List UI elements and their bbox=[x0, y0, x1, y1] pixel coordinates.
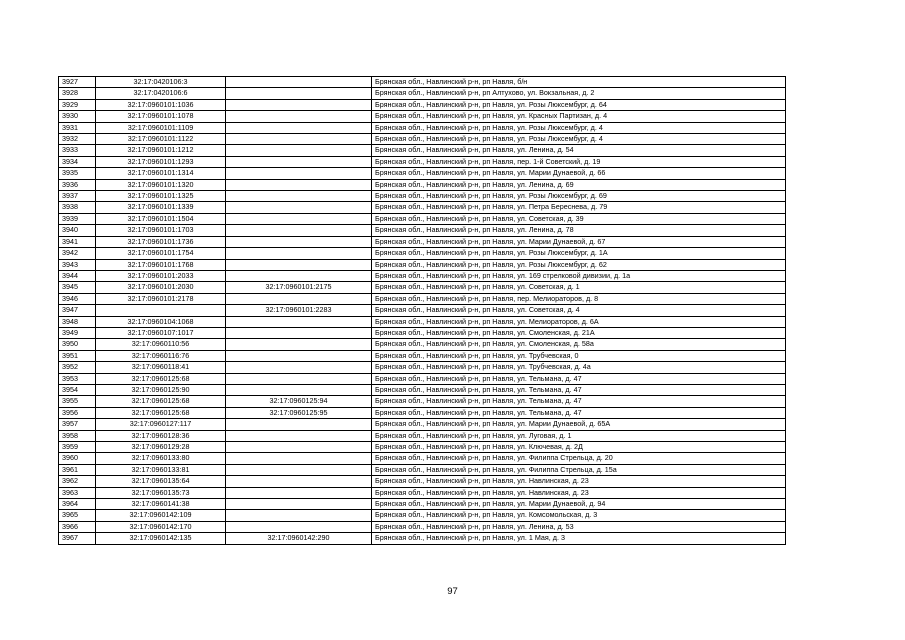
cadastral-number-cell: 32:17:0960142:109 bbox=[96, 510, 226, 521]
table-row bbox=[59, 88, 786, 99]
table-row bbox=[59, 487, 786, 498]
table-row bbox=[59, 407, 786, 418]
row-number-cell: 3955 bbox=[59, 396, 96, 407]
table-row bbox=[59, 156, 786, 167]
address-cell: Брянская обл., Навлинский р-н, рп Навля, ул. Ключевая, д. 2Д bbox=[372, 442, 786, 453]
cadastral-number-cell: 32:17:0960104:1068 bbox=[96, 316, 226, 327]
row-number-cell: 3959 bbox=[59, 442, 96, 453]
address-cell: Брянская обл., Навлинский р-н, рп Навля, ул. Смоленская, д. 58а bbox=[372, 339, 786, 350]
address-cell: Брянская обл., Навлинский р-н, рп Навля, ул. Марии Дунаевой, д. 67 bbox=[372, 236, 786, 247]
cadastral-number-cell: 32:17:0960101:1036 bbox=[96, 99, 226, 110]
related-cadastral-number-cell bbox=[226, 134, 372, 145]
related-cadastral-number-cell bbox=[226, 259, 372, 270]
row-number-cell: 3934 bbox=[59, 156, 96, 167]
related-cadastral-number-cell bbox=[226, 111, 372, 122]
related-cadastral-number-cell bbox=[226, 88, 372, 99]
address-cell: Брянская обл., Навлинский р-н, рп Навля, ул. Тельмана, д. 47 bbox=[372, 373, 786, 384]
related-cadastral-number-cell bbox=[226, 248, 372, 259]
table-row bbox=[59, 293, 786, 304]
row-number-cell: 3965 bbox=[59, 510, 96, 521]
related-cadastral-number-cell bbox=[226, 464, 372, 475]
cadastral-number-cell: 32:17:0960128:36 bbox=[96, 430, 226, 441]
table-row bbox=[59, 122, 786, 133]
row-number-cell: 3961 bbox=[59, 464, 96, 475]
table-row bbox=[59, 259, 786, 270]
cadastral-number-cell: 32:17:0960101:1078 bbox=[96, 111, 226, 122]
address-cell: Брянская обл., Навлинский р-н, рп Навля, ул. Красных Партизан, д. 4 bbox=[372, 111, 786, 122]
address-cell: Брянская обл., Навлинский р-н, рп Навля, ул. Филиппа Стрельца, д. 15а bbox=[372, 464, 786, 475]
address-cell: Брянская обл., Навлинский р-н, рп Навля, ул. Тельмана, д. 47 bbox=[372, 384, 786, 395]
address-cell: Брянская обл., Навлинский р-н, рп Навля, пер. Мелиораторов, д. 8 bbox=[372, 293, 786, 304]
row-number-cell: 3957 bbox=[59, 419, 96, 430]
related-cadastral-number-cell bbox=[226, 350, 372, 361]
address-cell: Брянская обл., Навлинский р-н, рп Навля, ул. Ленина, д. 69 bbox=[372, 179, 786, 190]
table-row bbox=[59, 168, 786, 179]
address-cell: Брянская обл., Навлинский р-н, рп Навля, ул. Петра Береснева, д. 79 bbox=[372, 202, 786, 213]
address-cell: Брянская обл., Навлинский р-н, рп Навля, ул. Марии Дунаевой, д. 66 bbox=[372, 168, 786, 179]
row-number-cell: 3952 bbox=[59, 362, 96, 373]
related-cadastral-number-cell bbox=[226, 430, 372, 441]
cadastral-number-cell: 32:17:0960101:2178 bbox=[96, 293, 226, 304]
row-number-cell: 3940 bbox=[59, 225, 96, 236]
cadastral-number-cell: 32:17:0960101:1314 bbox=[96, 168, 226, 179]
address-cell: Брянская обл., Навлинский р-н, рп Навля, ул. Ленина, д. 78 bbox=[372, 225, 786, 236]
cadastral-number-cell: 32:17:0960125:68 bbox=[96, 407, 226, 418]
address-cell: Брянская обл., Навлинский р-н, рп Навля, ул. Советская, д. 1 bbox=[372, 282, 786, 293]
related-cadastral-number-cell: 32:17:0960142:290 bbox=[226, 533, 372, 544]
related-cadastral-number-cell bbox=[226, 156, 372, 167]
row-number-cell: 3939 bbox=[59, 213, 96, 224]
address-cell: Брянская обл., Навлинский р-н, рп Навля, ул. Советская, д. 39 bbox=[372, 213, 786, 224]
page-number: 97 bbox=[447, 586, 458, 597]
related-cadastral-number-cell bbox=[226, 476, 372, 487]
table-row bbox=[59, 225, 786, 236]
row-number-cell: 3950 bbox=[59, 339, 96, 350]
address-cell: Брянская обл., Навлинский р-н, рп Навля, ул. 169 стрелковой дивизии, д. 1а bbox=[372, 270, 786, 281]
cadastral-number-cell: 32:17:0960135:73 bbox=[96, 487, 226, 498]
table-row bbox=[59, 476, 786, 487]
related-cadastral-number-cell: 32:17:0960125:94 bbox=[226, 396, 372, 407]
table-row bbox=[59, 282, 786, 293]
address-cell: Брянская обл., Навлинский р-н, рп Навля, ул. Ленина, д. 53 bbox=[372, 521, 786, 532]
cadastral-number-cell: 32:17:0960135:64 bbox=[96, 476, 226, 487]
address-cell: Брянская обл., Навлинский р-н, рп Навля, ул. Луговая, д. 1 bbox=[372, 430, 786, 441]
address-cell: Брянская обл., Навлинский р-н, рп Навля, ул. Марии Дунаевой, д. 94 bbox=[372, 499, 786, 510]
address-cell: Брянская обл., Навлинский р-н, рп Навля, ул. Розы Люксембург, д. 62 bbox=[372, 259, 786, 270]
row-number-cell: 3946 bbox=[59, 293, 96, 304]
cadastral-number-cell: 32:17:0960133:80 bbox=[96, 453, 226, 464]
cadastral-number-cell: 32:17:0960116:76 bbox=[96, 350, 226, 361]
related-cadastral-number-cell bbox=[226, 293, 372, 304]
cadastral-number-cell: 32:17:0960101:1320 bbox=[96, 179, 226, 190]
row-number-cell: 3931 bbox=[59, 122, 96, 133]
row-number-cell: 3962 bbox=[59, 476, 96, 487]
cadastral-number-cell: 32:17:0960101:1122 bbox=[96, 134, 226, 145]
address-cell: Брянская обл., Навлинский р-н, рп Навля, ул. Смоленская, д. 21А bbox=[372, 327, 786, 338]
table-row bbox=[59, 396, 786, 407]
address-cell: Брянская обл., Навлинский р-н, рп Навля, ул. 1 Мая, д. 3 bbox=[372, 533, 786, 544]
related-cadastral-number-cell bbox=[226, 270, 372, 281]
row-number-cell: 3941 bbox=[59, 236, 96, 247]
table-row bbox=[59, 373, 786, 384]
cadastral-number-cell: 32:17:0960101:1325 bbox=[96, 191, 226, 202]
cadastral-number-cell: 32:17:0960101:1339 bbox=[96, 202, 226, 213]
related-cadastral-number-cell bbox=[226, 191, 372, 202]
row-number-cell: 3964 bbox=[59, 499, 96, 510]
related-cadastral-number-cell bbox=[226, 99, 372, 110]
table-body bbox=[59, 77, 786, 545]
related-cadastral-number-cell bbox=[226, 442, 372, 453]
cadastral-number-cell: 32:17:0960110:56 bbox=[96, 339, 226, 350]
address-cell: Брянская обл., Навлинский р-н, рп Навля, ул. Навлинская, д. 23 bbox=[372, 476, 786, 487]
cadastral-number-cell: 32:17:0960107:1017 bbox=[96, 327, 226, 338]
table-row bbox=[59, 134, 786, 145]
row-number-cell: 3960 bbox=[59, 453, 96, 464]
related-cadastral-number-cell: 32:17:0960101:2283 bbox=[226, 305, 372, 316]
address-cell: Брянская обл., Навлинский р-н, рп Навля, ул. Розы Люксембург, д. 4 bbox=[372, 122, 786, 133]
related-cadastral-number-cell bbox=[226, 122, 372, 133]
table-row bbox=[59, 510, 786, 521]
row-number-cell: 3927 bbox=[59, 77, 96, 88]
related-cadastral-number-cell bbox=[226, 316, 372, 327]
row-number-cell: 3958 bbox=[59, 430, 96, 441]
row-number-cell: 3948 bbox=[59, 316, 96, 327]
table-row bbox=[59, 339, 786, 350]
table-row bbox=[59, 236, 786, 247]
row-number-cell: 3951 bbox=[59, 350, 96, 361]
table-row bbox=[59, 316, 786, 327]
table-row bbox=[59, 111, 786, 122]
table-row bbox=[59, 179, 786, 190]
row-number-cell: 3967 bbox=[59, 533, 96, 544]
address-cell: Брянская обл., Навлинский р-н, рп Навля, ул. Трубчевская, д. 4а bbox=[372, 362, 786, 373]
table-row bbox=[59, 453, 786, 464]
table-row bbox=[59, 521, 786, 532]
related-cadastral-number-cell bbox=[226, 373, 372, 384]
row-number-cell: 3938 bbox=[59, 202, 96, 213]
table-row bbox=[59, 213, 786, 224]
related-cadastral-number-cell bbox=[226, 487, 372, 498]
cadastral-number-cell: 32:17:0960101:2033 bbox=[96, 270, 226, 281]
table-row bbox=[59, 533, 786, 544]
cadastral-number-cell: 32:17:0420106:6 bbox=[96, 88, 226, 99]
related-cadastral-number-cell bbox=[226, 453, 372, 464]
address-cell: Брянская обл., Навлинский р-н, рп Навля, ул. Ленина, д. 54 bbox=[372, 145, 786, 156]
related-cadastral-number-cell bbox=[226, 236, 372, 247]
address-cell: Брянская обл., Навлинский р-н, рп Навля, ул. Марии Дунаевой, д. 65А bbox=[372, 419, 786, 430]
cadastral-number-cell: 32:17:0960127:117 bbox=[96, 419, 226, 430]
row-number-cell: 3943 bbox=[59, 259, 96, 270]
related-cadastral-number-cell bbox=[226, 168, 372, 179]
row-number-cell: 3949 bbox=[59, 327, 96, 338]
cadastral-number-cell: 32:17:0960101:1212 bbox=[96, 145, 226, 156]
cadastral-number-cell: 32:17:0960125:68 bbox=[96, 396, 226, 407]
address-cell: Брянская обл., Навлинский р-н, рп Навля, пер. 1-й Советский, д. 19 bbox=[372, 156, 786, 167]
cadastral-number-cell: 32:17:0960101:1703 bbox=[96, 225, 226, 236]
address-cell: Брянская обл., Навлинский р-н, рп Навля, ул. Комсомольская, д. 3 bbox=[372, 510, 786, 521]
related-cadastral-number-cell bbox=[226, 77, 372, 88]
cadastral-number-cell: 32:17:0960141:38 bbox=[96, 499, 226, 510]
related-cadastral-number-cell bbox=[226, 339, 372, 350]
row-number-cell: 3945 bbox=[59, 282, 96, 293]
related-cadastral-number-cell: 32:17:0960125:95 bbox=[226, 407, 372, 418]
row-number-cell: 3933 bbox=[59, 145, 96, 156]
address-cell: Брянская обл., Навлинский р-н, рп Навля, ул. Навлинская, д. 23 bbox=[372, 487, 786, 498]
property-table bbox=[58, 76, 786, 545]
related-cadastral-number-cell bbox=[226, 510, 372, 521]
cadastral-number-cell: 32:17:0960118:41 bbox=[96, 362, 226, 373]
cadastral-number-cell: 32:17:0960142:170 bbox=[96, 521, 226, 532]
cadastral-number-cell: 32:17:0960101:1768 bbox=[96, 259, 226, 270]
table-row bbox=[59, 145, 786, 156]
cadastral-number-cell: 32:17:0960101:1293 bbox=[96, 156, 226, 167]
related-cadastral-number-cell bbox=[226, 145, 372, 156]
table-row bbox=[59, 464, 786, 475]
related-cadastral-number-cell bbox=[226, 499, 372, 510]
row-number-cell: 3963 bbox=[59, 487, 96, 498]
cadastral-number-cell: 32:17:0960125:68 bbox=[96, 373, 226, 384]
address-cell: Брянская обл., Навлинский р-н, рп Навля, ул. Мелиораторов, д. 6А bbox=[372, 316, 786, 327]
cadastral-number-cell: 32:17:0960101:1504 bbox=[96, 213, 226, 224]
address-cell: Брянская обл., Навлинский р-н, рп Навля, ул. Филиппа Стрельца, д. 20 bbox=[372, 453, 786, 464]
address-cell: Брянская обл., Навлинский р-н, рп Навля, ул. Розы Люксембург, д. 1А bbox=[372, 248, 786, 259]
table-row bbox=[59, 419, 786, 430]
cadastral-number-cell: 32:17:0420106:3 bbox=[96, 77, 226, 88]
cadastral-number-cell: 32:17:0960133:81 bbox=[96, 464, 226, 475]
address-cell: Брянская обл., Навлинский р-н, рп Навля, б/н bbox=[372, 77, 786, 88]
address-cell: Брянская обл., Навлинский р-н, рп Навля, ул. Розы Люксембург, д. 69 bbox=[372, 191, 786, 202]
row-number-cell: 3956 bbox=[59, 407, 96, 418]
address-cell: Брянская обл., Навлинский р-н, рп Навля, ул. Трубчевская, 0 bbox=[372, 350, 786, 361]
row-number-cell: 3935 bbox=[59, 168, 96, 179]
table-row bbox=[59, 99, 786, 110]
related-cadastral-number-cell: 32:17:0960101:2175 bbox=[226, 282, 372, 293]
cadastral-number-cell: 32:17:0960101:1736 bbox=[96, 236, 226, 247]
related-cadastral-number-cell bbox=[226, 179, 372, 190]
address-cell: Брянская обл., Навлинский р-н, рп Навля, ул. Тельмана, д. 47 bbox=[372, 407, 786, 418]
cadastral-number-cell: 32:17:0960101:2030 bbox=[96, 282, 226, 293]
cadastral-number-cell: 32:17:0960101:1754 bbox=[96, 248, 226, 259]
row-number-cell: 3942 bbox=[59, 248, 96, 259]
table-row bbox=[59, 305, 786, 316]
address-cell: Брянская обл., Навлинский р-н, рп Навля, ул. Советская, д. 4 bbox=[372, 305, 786, 316]
cadastral-number-cell bbox=[96, 305, 226, 316]
row-number-cell: 3928 bbox=[59, 88, 96, 99]
cadastral-number-cell: 32:17:0960125:90 bbox=[96, 384, 226, 395]
row-number-cell: 3930 bbox=[59, 111, 96, 122]
table-row bbox=[59, 384, 786, 395]
table-row bbox=[59, 191, 786, 202]
row-number-cell: 3932 bbox=[59, 134, 96, 145]
row-number-cell: 3937 bbox=[59, 191, 96, 202]
row-number-cell: 3947 bbox=[59, 305, 96, 316]
related-cadastral-number-cell bbox=[226, 327, 372, 338]
cadastral-number-cell: 32:17:0960101:1109 bbox=[96, 122, 226, 133]
related-cadastral-number-cell bbox=[226, 362, 372, 373]
table-row bbox=[59, 430, 786, 441]
table-row bbox=[59, 362, 786, 373]
table-row bbox=[59, 248, 786, 259]
cadastral-number-cell: 32:17:0960129:28 bbox=[96, 442, 226, 453]
table-row bbox=[59, 499, 786, 510]
address-cell: Брянская обл., Навлинский р-н, рп Навля, ул. Розы Люксембург, д. 4 bbox=[372, 134, 786, 145]
table-row bbox=[59, 350, 786, 361]
address-cell: Брянская обл., Навлинский р-н, рп Навля, ул. Тельмана, д. 47 bbox=[372, 396, 786, 407]
row-number-cell: 3929 bbox=[59, 99, 96, 110]
related-cadastral-number-cell bbox=[226, 384, 372, 395]
row-number-cell: 3954 bbox=[59, 384, 96, 395]
row-number-cell: 3944 bbox=[59, 270, 96, 281]
table-row bbox=[59, 442, 786, 453]
row-number-cell: 3936 bbox=[59, 179, 96, 190]
table-row bbox=[59, 327, 786, 338]
related-cadastral-number-cell bbox=[226, 419, 372, 430]
related-cadastral-number-cell bbox=[226, 213, 372, 224]
table-row bbox=[59, 270, 786, 281]
related-cadastral-number-cell bbox=[226, 521, 372, 532]
related-cadastral-number-cell bbox=[226, 225, 372, 236]
row-number-cell: 3966 bbox=[59, 521, 96, 532]
address-cell: Брянская обл., Навлинский р-н, рп Навля, ул. Розы Люксембург, д. 64 bbox=[372, 99, 786, 110]
cadastral-number-cell: 32:17:0960142:135 bbox=[96, 533, 226, 544]
table-row bbox=[59, 77, 786, 88]
related-cadastral-number-cell bbox=[226, 202, 372, 213]
table-row bbox=[59, 202, 786, 213]
row-number-cell: 3953 bbox=[59, 373, 96, 384]
address-cell: Брянская обл., Навлинский р-н, рп Алтухово, ул. Вокзальная, д. 2 bbox=[372, 88, 786, 99]
